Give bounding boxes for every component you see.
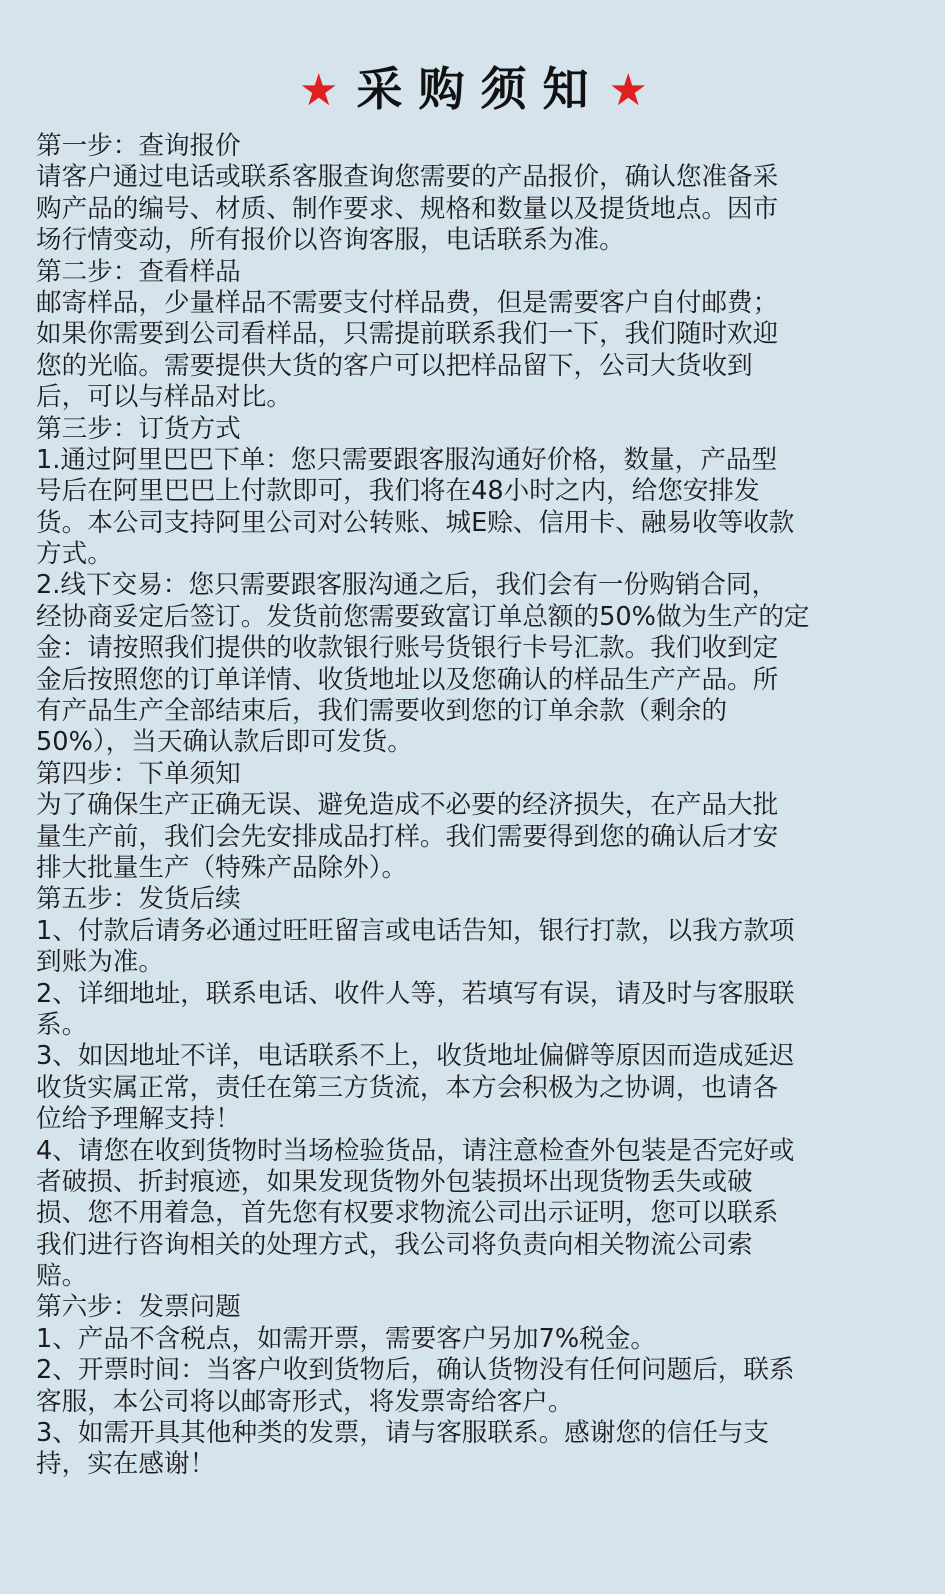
text-line: 第四步：下单须知 <box>36 758 241 789</box>
text-line: 场行情变动，所有报价以咨询客服，电话联系为准。 <box>36 225 625 256</box>
text-line: 金后按照您的订单详情、收货地址以及您确认的样品生产产品。所 <box>36 664 779 695</box>
text-line: 者破损、折封痕迹，如果发现货物外包装损坏出现货物丢失或破 <box>36 1166 753 1197</box>
text-line: 2.线下交易：您只需要跟客服沟通之后，我们会有一份购销合同， <box>36 570 778 601</box>
text-line: 收货实属正常，责任在第三方货流，本方会积极为之协调，也请各 <box>36 1072 779 1103</box>
text-line: 赔。 <box>36 1261 88 1292</box>
text-line: 客服，本公司将以邮寄形式，将发票寄给客户。 <box>36 1386 574 1417</box>
text-line: 后，可以与样品对比。 <box>36 382 292 413</box>
text-line: 系。 <box>36 1009 88 1040</box>
text-line: 第一步：查询报价 <box>36 131 241 161</box>
star-right-icon: ★ <box>608 65 648 116</box>
text-line: 2、开票时间：当客户收到货物后，确认货物没有任何问题后，联系 <box>36 1355 795 1386</box>
text-line: 第二步：查看样品 <box>36 256 241 287</box>
text-line: 购产品的编号、材质、制作要求、规格和数量以及提货地点。因市 <box>36 193 779 224</box>
text-line: 排大批量生产（特殊产品除外）。 <box>36 852 408 883</box>
text-line: 经协商妥定后签订。发货前您需要致富订单总额的50%做为生产的定 <box>36 601 810 632</box>
text-line: 1.通过阿里巴巴下单：您只需要跟客服沟通好价格，数量，产品型 <box>36 444 778 475</box>
text-line: 到账为准。 <box>36 947 164 978</box>
text-line: 有产品生产全部结束后，我们需要收到您的订单余款（剩余的 <box>36 696 728 727</box>
text-line: 3、如因地址不详，电话联系不上，收货地址偏僻等原因而造成延迟 <box>36 1041 795 1072</box>
text-line: 金：请按照我们提供的收款银行账号货银行卡号汇款。我们收到定 <box>36 633 779 664</box>
text-line: 方式。 <box>36 539 113 570</box>
text-line: 我们进行咨询相关的处理方式，我公司将负责向相关物流公司索 <box>36 1229 753 1260</box>
text-line: 如果你需要到公司看样品，只需提前联系我们一下，我们随时欢迎 <box>36 319 779 350</box>
text-line: 为了确保生产正确无误、避免造成不必要的经济损失，在产品大批 <box>36 790 779 821</box>
text-line: 3、如需开具其他种类的发票，请与客服联系。感谢您的信任与支 <box>36 1418 769 1449</box>
star-left-icon: ★ <box>299 65 339 116</box>
text-line: 邮寄样品，少量样品不需要支付样品费，但是需要客户自付邮费； <box>36 287 779 318</box>
notice-body <box>36 131 911 1481</box>
text-line: 损、您不用着急，首先您有权要求物流公司出示证明，您可以联系 <box>36 1198 779 1229</box>
text-line: 您的光临。需要提供大货的客户可以把样品留下，公司大货收到 <box>36 350 753 381</box>
text-line: 号后在阿里巴巴上付款即可，我们将在48小时之内，给您安排发 <box>36 476 760 507</box>
text-line: 持，实在感谢！ <box>36 1449 216 1480</box>
text-line: 第六步：发票问题 <box>36 1292 241 1323</box>
text-line: 2、详细地址，联系电话、收件人等，若填写有误，请及时与客服联 <box>36 978 795 1009</box>
text-line: 1、产品不含税点，如需开票，需要客户另加7%税金。 <box>36 1323 656 1354</box>
text-line: 量生产前，我们会先安排成品打样。我们需要得到您的确认后才安 <box>36 821 779 852</box>
text-line: 位给予理解支持！ <box>36 1104 241 1135</box>
text-line: 第五步：发货后续 <box>36 884 241 915</box>
title-text: 采购须知 <box>356 62 605 116</box>
text-line: 4、请您在收到货物时当场检验货品，请注意检查外包装是否完好或 <box>36 1135 795 1166</box>
text-line: 货。本公司支持阿里公司对公转账、城E赊、信用卡、融易收等收款 <box>36 507 795 538</box>
text-line: 第三步：订货方式 <box>36 413 241 444</box>
text-line: 1、付款后请务必通过旺旺留言或电话告知，银行打款，以我方款项 <box>36 915 795 946</box>
text-line: 50%），当天确认款后即可发货。 <box>36 727 413 758</box>
page-title <box>36 58 911 120</box>
text-line: 请客户通过电话或联系客服查询您需要的产品报价，确认您准备采 <box>36 162 779 193</box>
